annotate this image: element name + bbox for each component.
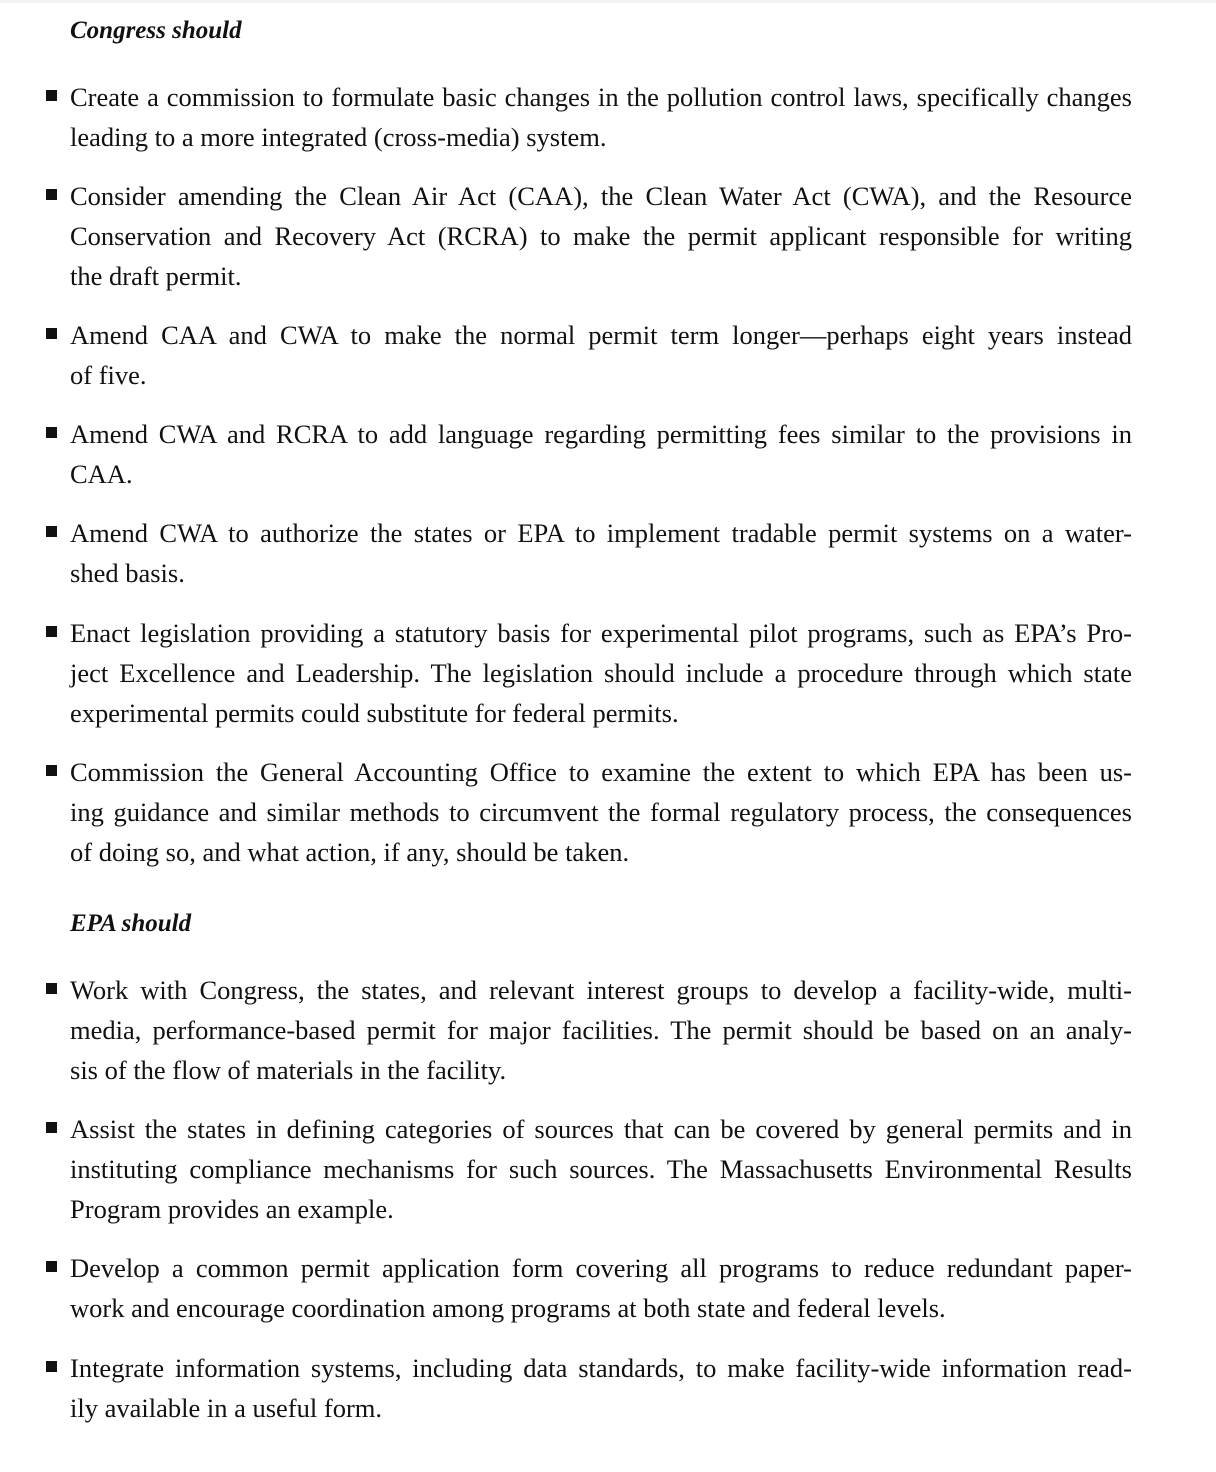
text-line: Consider amending the Clean Air Act (CAA), the Clean Water Act (CWA), and the Resource (70, 181, 1132, 211)
square-bullet-icon (46, 427, 57, 438)
text-line: media, performance-based permit for major facilities. The permit should be based on an analy- (70, 1015, 1132, 1045)
square-bullet-icon (46, 526, 57, 537)
text-line: experimental permits could substitute for federal permits. (70, 698, 679, 728)
text-line: Assist the states in defining categories of sources that can be covered by general permits and in (70, 1114, 1132, 1144)
text-line: instituting compliance mechanisms for such sources. The Massachusetts Environmental Results (70, 1154, 1132, 1184)
text-line: Program provides an example. (70, 1194, 394, 1224)
square-bullet-icon (46, 1122, 57, 1133)
text-line: Work with Congress, the states, and relevant interest groups to develop a facility-wide, multi- (70, 975, 1132, 1005)
square-bullet-icon (46, 328, 57, 339)
text-line: of five. (70, 360, 147, 390)
square-bullet-icon (46, 983, 57, 994)
square-bullet-icon (46, 189, 57, 200)
square-bullet-icon (46, 1361, 57, 1372)
text-line: the draft permit. (70, 261, 242, 291)
square-bullet-icon (46, 626, 57, 637)
section-heading-congress: Congress should (70, 17, 242, 44)
text-line: Amend CWA to authorize the states or EPA to implement tradable permit systems on a water- (70, 518, 1132, 548)
text-line: Commission the General Accounting Office to examine the extent to which EPA has been us- (70, 757, 1132, 787)
text-line: ject Excellence and Leadership. The legislation should include a procedure through which state (70, 658, 1132, 688)
text-line: work and encourage coordination among programs at both state and federal levels. (70, 1293, 946, 1323)
text-line: leading to a more integrated (cross-media) system. (70, 122, 607, 152)
text-line: shed basis. (70, 558, 185, 588)
text-line: Amend CWA and RCRA to add language regarding permitting fees similar to the provisions in (70, 419, 1132, 449)
section-heading-epa: EPA should (70, 910, 192, 937)
text-line: Enact legislation providing a statutory basis for experimental pilot programs, such as EPA’s Pro- (70, 618, 1132, 648)
text-line: ing guidance and similar methods to circumvent the formal regulatory process, the consequences (70, 797, 1132, 827)
text-line: Create a commission to formulate basic changes in the pollution control laws, specifically changes (70, 82, 1132, 112)
page-top-edge (0, 0, 1216, 3)
text-line: CAA. (70, 459, 133, 489)
square-bullet-icon (46, 1261, 57, 1272)
text-line: Integrate information systems, including data standards, to make facility-wide information read- (70, 1353, 1132, 1383)
square-bullet-icon (46, 90, 57, 101)
text-line: sis of the flow of materials in the facility. (70, 1055, 507, 1085)
text-line: Conservation and Recovery Act (RCRA) to make the permit applicant responsible for writing (70, 221, 1132, 251)
square-bullet-icon (46, 765, 57, 776)
text-line: ily available in a useful form. (70, 1393, 383, 1423)
text-line: Amend CAA and CWA to make the normal permit term longer—perhaps eight years instead (70, 320, 1132, 350)
text-line: of doing so, and what action, if any, should be taken. (70, 837, 630, 867)
text-line: Develop a common permit application form covering all programs to reduce redundant paper- (70, 1253, 1132, 1283)
